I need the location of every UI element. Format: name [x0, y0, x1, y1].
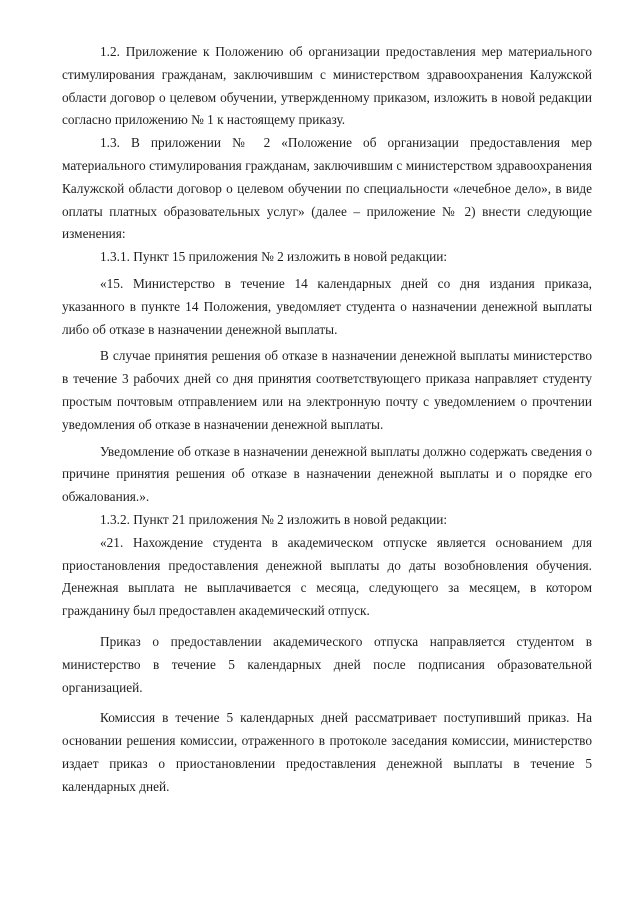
paragraph-1-2: 1.2. Приложение к Положению об организации предоставления мер материального стимулирования гражданам, заключившим с министерством здравоохранения Калужской области договор о целевом обучении, утвержденному приказом, изложить в новой редакции согласно приложению № 1 к настоящему приказу.	[62, 44, 592, 128]
document-page	[62, 41, 592, 799]
paragraph-1-3-2: 1.3.2. Пункт 21 приложения № 2 изложить в новой редакции:	[100, 511, 448, 527]
paragraph-point-15: «15. Министерство в течение 14 календарных дней со дня издания приказа, указанного в пункте 14 Положения, уведомляет студента о назначении денежной выплаты либо об отказе в назначении денежной выплаты.	[62, 275, 592, 337]
paragraph-point-21: «21. Нахождение студента в академическом отпуске является основанием для приостановления предоставления денежной выплаты до даты возобновления обучения. Денежная выплата не выплачивается с месяца, следующего за месяцем, в котором гражданину был предоставлен академический отпуск.	[62, 534, 592, 619]
paragraph-refusal-case: В случае принятия решения об отказе в назначении денежной выплаты министерство в течение 3 рабочих дней со дня принятия соответствующего приказа направляет студенту простым почтовым отправлением или на электронную почту с уведомлением о прочтении уведомления об отказе в назначении денежной выплаты.	[62, 348, 592, 432]
paragraph-leave-order: Приказ о предоставлении академического отпуска направляется студентом в министерство в течение 5 календарных дней после подписания образовательной организацией.	[62, 633, 592, 695]
paragraph-refusal-notice: Уведомление об отказе в назначении денежной выплаты должно содержать сведения о причине принятия решения об отказе в назначении денежной выплаты и о порядке его обжалования.».	[62, 443, 592, 505]
paragraph-commission: Комиссия в течение 5 календарных дней рассматривает поступивший приказ. На основании решения комиссии, отраженного в протоколе заседания комиссии, министерство издает приказ о приостановлении предоставления денежной выплаты в течение 5 календарных дней.	[62, 710, 592, 794]
paragraph-1-3-1: 1.3.1. Пункт 15 приложения № 2 изложить в новой редакции:	[100, 249, 448, 265]
paragraph-1-3: 1.3. В приложении № 2 «Положение об организации предоставления мер материального стимулирования гражданам, заключившим с министерством здравоохранения Калужской области договор о целевом обучении по специальности «лечебное дело», в виде оплаты платных образовательных услуг» (далее – приложение № 2) внести следующие изменения:	[62, 135, 592, 242]
